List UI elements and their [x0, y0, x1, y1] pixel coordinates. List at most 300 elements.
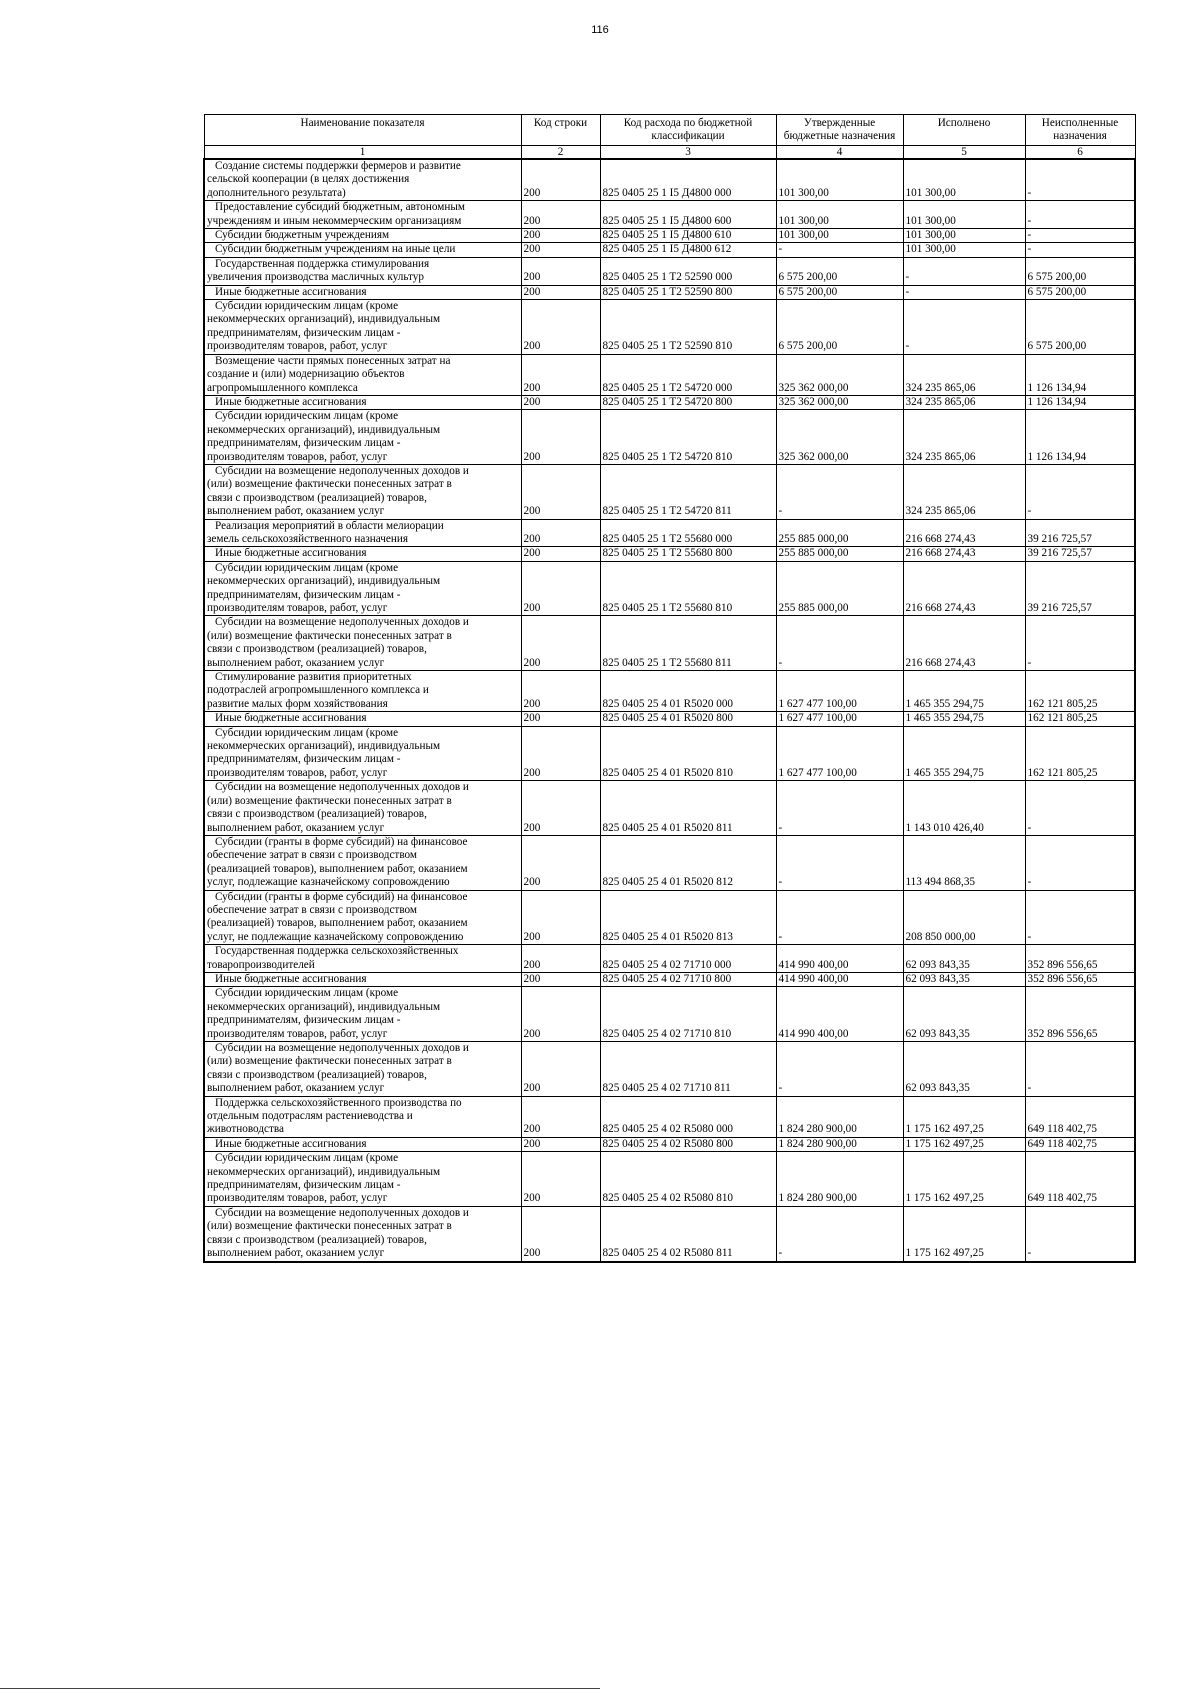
executed-amount-cell: 113 494 868,35: [903, 835, 1025, 890]
expense-code-cell: 825 0405 25 1 T2 55680 811: [600, 616, 776, 671]
table-row: [204, 1152, 1135, 1207]
header-unexecuted: Неисполненные назначения: [1025, 115, 1135, 146]
expense-code-cell: 825 0405 25 1 T2 52590 800: [600, 285, 776, 299]
indicator-name-cell: [204, 285, 521, 299]
executed-amount-cell: 208 850 000,00: [903, 890, 1025, 945]
table-row: [204, 300, 1135, 355]
approved-amount-cell: 1 627 477 100,00: [776, 712, 903, 726]
indicator-name-cell: [204, 201, 521, 229]
header-number: 3: [600, 146, 776, 160]
indicator-name-line: выполнением работ, оказанием услуг: [207, 1082, 385, 1095]
indicator-name-line: предпринимателям, физическим лицам -: [207, 1179, 401, 1192]
line-code-cell: 200: [521, 987, 600, 1042]
line-code-cell: 200: [521, 726, 600, 781]
unexecuted-amount-cell: 39 216 725,57: [1025, 519, 1135, 547]
approved-amount-cell: 1 824 280 900,00: [776, 1096, 903, 1137]
expense-code-cell: 825 0405 25 4 01 R5020 810: [600, 726, 776, 781]
header-expense-code: Код расхода по бюджетной классификации: [600, 115, 776, 146]
executed-amount-cell: -: [903, 285, 1025, 299]
executed-amount-cell: 62 093 843,35: [903, 972, 1025, 986]
expense-code-cell: 825 0405 25 4 02 R5080 800: [600, 1137, 776, 1151]
table-row: [204, 519, 1135, 547]
indicator-name-line: производителям товаров, работ, услуг: [207, 1027, 388, 1040]
bottom-divider: [0, 1688, 600, 1689]
table-row: [204, 1137, 1135, 1151]
budget-execution-table: [203, 114, 1136, 1263]
indicator-name-cell: [204, 835, 521, 890]
indicator-name-line: создание и (или) модернизацию объектов: [207, 368, 405, 381]
executed-amount-cell: 324 235 865,06: [903, 395, 1025, 409]
unexecuted-amount-cell: 1 126 134,94: [1025, 410, 1135, 465]
unexecuted-amount-cell: -: [1025, 616, 1135, 671]
indicator-name-cell: [204, 987, 521, 1042]
approved-amount-cell: 255 885 000,00: [776, 519, 903, 547]
unexecuted-amount-cell: 649 118 402,75: [1025, 1137, 1135, 1151]
indicator-name-line: товаропроизводителей: [207, 958, 315, 971]
indicator-name-line: некоммерческих организаций), индивидуальным: [207, 1165, 441, 1178]
indicator-name-line: производителям товаров, работ, услуг: [207, 1192, 388, 1205]
executed-amount-cell: 216 668 274,43: [903, 616, 1025, 671]
indicator-name-line: некоммерческих организаций), индивидуальным: [207, 575, 441, 588]
indicator-name-cell: [204, 726, 521, 781]
indicator-name-line: Субсидии юридическим лицам (кроме: [215, 300, 399, 313]
line-code-cell: 200: [521, 257, 600, 285]
approved-amount-cell: 101 300,00: [776, 229, 903, 243]
line-code-cell: 200: [521, 243, 600, 257]
table-row: [204, 354, 1135, 395]
line-code-cell: 200: [521, 547, 600, 561]
indicator-name-line: производителям товаров, работ, услуг: [207, 602, 388, 614]
header-number: 2: [521, 146, 600, 160]
indicator-name-line: Иные бюджетные ассигнования: [215, 285, 367, 298]
expense-code-cell: 825 0405 25 4 02 R5080 000: [600, 1096, 776, 1137]
line-code-cell: 200: [521, 835, 600, 890]
line-code-cell: 200: [521, 945, 600, 973]
indicator-name-line: (или) возмещение фактически понесенных затрат в: [207, 629, 452, 642]
unexecuted-amount-cell: 1 126 134,94: [1025, 354, 1135, 395]
indicator-name-cell: [204, 519, 521, 547]
executed-amount-cell: 1 465 355 294,75: [903, 726, 1025, 781]
table-row: [204, 712, 1135, 726]
unexecuted-amount-cell: -: [1025, 890, 1135, 945]
indicator-name-cell: [204, 1206, 521, 1261]
indicator-name-line: Субсидии юридическим лицам (кроме: [215, 561, 399, 574]
executed-amount-cell: 101 300,00: [903, 201, 1025, 229]
expense-code-cell: 825 0405 25 1 I5 Д4800 610: [600, 229, 776, 243]
table-row: [204, 243, 1135, 257]
table-row: [204, 616, 1135, 671]
indicator-name-cell: [204, 781, 521, 836]
indicator-name-line: Субсидии бюджетным учреждениям на иные цели: [215, 243, 456, 256]
approved-amount-cell: 6 575 200,00: [776, 257, 903, 285]
expense-code-cell: 825 0405 25 1 I5 Д4800 000: [600, 159, 776, 201]
approved-amount-cell: 255 885 000,00: [776, 547, 903, 561]
expense-code-cell: 825 0405 25 1 I5 Д4800 600: [600, 201, 776, 229]
expense-code-cell: 825 0405 25 1 I5 Д4800 612: [600, 243, 776, 257]
unexecuted-amount-cell: 39 216 725,57: [1025, 561, 1135, 616]
indicator-name-line: некоммерческих организаций), индивидуальным: [207, 313, 441, 326]
expense-code-cell: 825 0405 25 4 02 71710 810: [600, 987, 776, 1042]
indicator-name-line: (или) возмещение фактически понесенных затрат в: [207, 1220, 452, 1233]
indicator-name-line: Субсидии на возмещение недополученных доходов и: [215, 464, 469, 477]
line-code-cell: 200: [521, 410, 600, 465]
line-code-cell: 200: [521, 1206, 600, 1261]
line-code-cell: 200: [521, 464, 600, 519]
executed-amount-cell: 1 465 355 294,75: [903, 671, 1025, 712]
indicator-name-line: предпринимателям, физическим лицам -: [207, 588, 401, 601]
unexecuted-amount-cell: 162 121 805,25: [1025, 712, 1135, 726]
indicator-name-line: Субсидии на возмещение недополученных доходов и: [215, 616, 469, 629]
header-line-code: Код строки: [521, 115, 600, 146]
indicator-name-line: Государственная поддержка сельскохозяйственных: [215, 945, 459, 958]
unexecuted-amount-cell: -: [1025, 159, 1135, 201]
approved-amount-cell: 414 990 400,00: [776, 987, 903, 1042]
expense-code-cell: 825 0405 25 4 01 R5020 811: [600, 781, 776, 836]
line-code-cell: 200: [521, 616, 600, 671]
indicator-name-cell: [204, 395, 521, 409]
indicator-name-line: обеспечение затрат в связи с производством: [207, 849, 417, 862]
unexecuted-amount-cell: -: [1025, 1206, 1135, 1261]
indicator-name-cell: [204, 547, 521, 561]
indicator-name-line: связи с производством (реализацией) товаров,: [207, 1068, 427, 1081]
header-executed: Исполнено: [903, 115, 1025, 146]
indicator-name-line: выполнением работ, оказанием услуг: [207, 656, 385, 669]
expense-code-cell: 825 0405 25 1 T2 54720 810: [600, 410, 776, 465]
approved-amount-cell: -: [776, 890, 903, 945]
approved-amount-cell: 1 824 280 900,00: [776, 1152, 903, 1207]
line-code-cell: 200: [521, 712, 600, 726]
indicator-name-line: (реализацией) товаров, выполнением работ, оказанием: [207, 917, 468, 930]
unexecuted-amount-cell: 352 896 556,65: [1025, 945, 1135, 973]
table-row: [204, 1096, 1135, 1137]
expense-code-cell: 825 0405 25 1 T2 55680 810: [600, 561, 776, 616]
indicator-name-line: Субсидии (гранты в форме субсидий) на финансовое: [215, 890, 468, 903]
indicator-name-line: (или) возмещение фактически понесенных затрат в: [207, 794, 452, 807]
approved-amount-cell: -: [776, 835, 903, 890]
executed-amount-cell: 324 235 865,06: [903, 464, 1025, 519]
expense-code-cell: 825 0405 25 4 01 R5020 000: [600, 671, 776, 712]
indicator-name-line: Субсидии бюджетным учреждениям: [215, 229, 390, 242]
indicator-name-line: производителям товаров, работ, услуг: [207, 766, 388, 779]
indicator-name-cell: [204, 257, 521, 285]
expense-code-cell: 825 0405 25 1 T2 55680 000: [600, 519, 776, 547]
line-code-cell: 200: [521, 395, 600, 409]
unexecuted-amount-cell: -: [1025, 229, 1135, 243]
indicator-name-line: некоммерческих организаций), индивидуальным: [207, 423, 441, 436]
approved-amount-cell: 6 575 200,00: [776, 285, 903, 299]
expense-code-cell: 825 0405 25 4 02 71710 000: [600, 945, 776, 973]
indicator-name-cell: [204, 712, 521, 726]
unexecuted-amount-cell: 352 896 556,65: [1025, 987, 1135, 1042]
indicator-name-cell: [204, 243, 521, 257]
indicator-name-line: животноводства: [207, 1123, 284, 1136]
header-number: 1: [204, 146, 521, 160]
indicator-name-line: увеличения производства масличных культур: [207, 271, 424, 284]
indicator-name-line: Субсидии (гранты в форме субсидий) на финансовое: [215, 835, 468, 848]
indicator-name-line: Субсидии на возмещение недополученных доходов и: [215, 781, 469, 794]
indicator-name-line: производителям товаров, работ, услуг: [207, 450, 388, 463]
indicator-name-cell: [204, 1137, 521, 1151]
indicator-name-line: агропромышленного комплекса: [207, 381, 358, 394]
indicator-name-line: сельской кооперации (в целях достижения: [207, 173, 410, 186]
expense-code-cell: 825 0405 25 4 02 71710 800: [600, 972, 776, 986]
approved-amount-cell: -: [776, 616, 903, 671]
expense-code-cell: 825 0405 25 1 T2 54720 811: [600, 464, 776, 519]
indicator-name-cell: [204, 1042, 521, 1097]
indicator-name-line: Субсидии юридическим лицам (кроме: [215, 987, 399, 1000]
indicator-name-line: выполнением работ, оказанием услуг: [207, 505, 385, 518]
expense-code-cell: 825 0405 25 4 01 R5020 800: [600, 712, 776, 726]
executed-amount-cell: 1 175 162 497,25: [903, 1206, 1025, 1261]
approved-amount-cell: -: [776, 243, 903, 257]
executed-amount-cell: 62 093 843,35: [903, 987, 1025, 1042]
indicator-name-line: некоммерческих организаций), индивидуальным: [207, 740, 441, 753]
line-code-cell: 200: [521, 781, 600, 836]
table-row: [204, 159, 1135, 201]
table-row: [204, 781, 1135, 836]
approved-amount-cell: 414 990 400,00: [776, 945, 903, 973]
indicator-name-cell: [204, 890, 521, 945]
indicator-name-line: Создание системы поддержки фермеров и развитие: [215, 160, 461, 172]
indicator-name-line: Реализация мероприятий в области мелиорации: [215, 519, 444, 532]
unexecuted-amount-cell: 649 118 402,75: [1025, 1096, 1135, 1137]
unexecuted-amount-cell: 352 896 556,65: [1025, 972, 1135, 986]
indicator-name-line: Субсидии на возмещение недополученных доходов и: [215, 1206, 469, 1219]
executed-amount-cell: 216 668 274,43: [903, 519, 1025, 547]
table-row: [204, 671, 1135, 712]
executed-amount-cell: 1 175 162 497,25: [903, 1137, 1025, 1151]
approved-amount-cell: 6 575 200,00: [776, 300, 903, 355]
line-code-cell: 200: [521, 300, 600, 355]
executed-amount-cell: 324 235 865,06: [903, 354, 1025, 395]
table-row: [204, 726, 1135, 781]
approved-amount-cell: 101 300,00: [776, 159, 903, 201]
expense-code-cell: 825 0405 25 4 01 R5020 812: [600, 835, 776, 890]
indicator-name-line: (реализацией товаров), выполнением работ, оказанием: [207, 862, 468, 875]
approved-amount-cell: 325 362 000,00: [776, 354, 903, 395]
executed-amount-cell: 1 175 162 497,25: [903, 1096, 1025, 1137]
unexecuted-amount-cell: 39 216 725,57: [1025, 547, 1135, 561]
indicator-name-line: связи с производством (реализацией) товаров,: [207, 643, 427, 656]
indicator-name-line: связи с производством (реализацией) товаров,: [207, 808, 427, 821]
expense-code-cell: 825 0405 25 1 T2 54720 000: [600, 354, 776, 395]
indicator-name-line: связи с производством (реализацией) товаров,: [207, 491, 427, 504]
executed-amount-cell: 324 235 865,06: [903, 410, 1025, 465]
table-row: [204, 229, 1135, 243]
indicator-name-cell: [204, 972, 521, 986]
expense-code-cell: 825 0405 25 1 T2 52590 000: [600, 257, 776, 285]
line-code-cell: 200: [521, 1137, 600, 1151]
indicator-name-line: (или) возмещение фактически понесенных затрат в: [207, 478, 452, 491]
approved-amount-cell: -: [776, 1206, 903, 1261]
indicator-name-line: Субсидии юридическим лицам (кроме: [215, 410, 399, 423]
executed-amount-cell: 216 668 274,43: [903, 547, 1025, 561]
executed-amount-cell: 62 093 843,35: [903, 945, 1025, 973]
indicator-name-line: предпринимателям, физическим лицам -: [207, 753, 401, 766]
header-approved: Утвержденные бюджетные назначения: [776, 115, 903, 146]
line-code-cell: 200: [521, 519, 600, 547]
indicator-name-line: Иные бюджетные ассигнования: [215, 972, 367, 985]
table-row: [204, 410, 1135, 465]
table-row: [204, 395, 1135, 409]
header-row: [204, 115, 1135, 146]
table-row: [204, 945, 1135, 973]
unexecuted-amount-cell: -: [1025, 464, 1135, 519]
executed-amount-cell: 1 465 355 294,75: [903, 712, 1025, 726]
table-row: [204, 285, 1135, 299]
expense-code-cell: 825 0405 25 4 02 71710 811: [600, 1042, 776, 1097]
line-code-cell: 200: [521, 1152, 600, 1207]
executed-amount-cell: 1 143 010 426,40: [903, 781, 1025, 836]
table-row: [204, 561, 1135, 616]
indicator-name-cell: [204, 561, 521, 616]
unexecuted-amount-cell: 6 575 200,00: [1025, 285, 1135, 299]
indicator-name-line: Иные бюджетные ассигнования: [215, 547, 367, 560]
indicator-name-line: Иные бюджетные ассигнования: [215, 712, 367, 725]
executed-amount-cell: 101 300,00: [903, 229, 1025, 243]
approved-amount-cell: 1 824 280 900,00: [776, 1137, 903, 1151]
table-row: [204, 257, 1135, 285]
header-number: 5: [903, 146, 1025, 160]
expense-code-cell: 825 0405 25 1 T2 55680 800: [600, 547, 776, 561]
expense-code-cell: 825 0405 25 1 T2 54720 800: [600, 395, 776, 409]
executed-amount-cell: -: [903, 300, 1025, 355]
indicator-name-line: Поддержка сельскохозяйственного производства по: [215, 1096, 462, 1109]
unexecuted-amount-cell: -: [1025, 1042, 1135, 1097]
line-code-cell: 200: [521, 201, 600, 229]
approved-amount-cell: 1 627 477 100,00: [776, 671, 903, 712]
approved-amount-cell: -: [776, 781, 903, 836]
header-number: 6: [1025, 146, 1135, 160]
indicator-name-line: выполнением работ, оказанием услуг: [207, 1247, 385, 1260]
unexecuted-amount-cell: 1 126 134,94: [1025, 395, 1135, 409]
table-row: [204, 1042, 1135, 1097]
table-row: [204, 547, 1135, 561]
indicator-name-line: выполнением работ, оказанием услуг: [207, 821, 385, 834]
table-row: [204, 464, 1135, 519]
indicator-name-cell: [204, 354, 521, 395]
approved-amount-cell: 414 990 400,00: [776, 972, 903, 986]
line-code-cell: 200: [521, 1042, 600, 1097]
indicator-name-line: Иные бюджетные ассигнования: [215, 395, 367, 408]
indicator-name-cell: [204, 464, 521, 519]
line-code-cell: 200: [521, 285, 600, 299]
indicator-name-line: Предоставление субсидий бюджетным, автономным: [215, 201, 465, 214]
approved-amount-cell: 325 362 000,00: [776, 395, 903, 409]
indicator-name-cell: [204, 945, 521, 973]
table-row: [204, 987, 1135, 1042]
line-code-cell: 200: [521, 159, 600, 201]
indicator-name-cell: [204, 159, 521, 201]
indicator-name-line: подотраслей агропромышленного комплекса и: [207, 684, 429, 697]
line-code-cell: 200: [521, 671, 600, 712]
header-number: 4: [776, 146, 903, 160]
line-code-cell: 200: [521, 972, 600, 986]
indicator-name-line: Иные бюджетные ассигнования: [215, 1137, 367, 1150]
unexecuted-amount-cell: 6 575 200,00: [1025, 257, 1135, 285]
indicator-name-line: предпринимателям, физическим лицам -: [207, 326, 401, 339]
line-code-cell: 200: [521, 1096, 600, 1137]
indicator-name-cell: [204, 671, 521, 712]
indicator-name-line: предпринимателям, физическим лицам -: [207, 437, 401, 450]
executed-amount-cell: 101 300,00: [903, 159, 1025, 201]
unexecuted-amount-cell: -: [1025, 835, 1135, 890]
indicator-name-line: связи с производством (реализацией) товаров,: [207, 1233, 427, 1246]
expense-code-cell: 825 0405 25 4 02 R5080 810: [600, 1152, 776, 1207]
table-row: [204, 890, 1135, 945]
approved-amount-cell: -: [776, 464, 903, 519]
expense-code-cell: 825 0405 25 4 02 R5080 811: [600, 1206, 776, 1261]
expense-code-cell: 825 0405 25 4 01 R5020 813: [600, 890, 776, 945]
header-name: Наименование показателя: [204, 115, 521, 146]
table-row: [204, 835, 1135, 890]
indicator-name-line: услуг, не подлежащие казначейскому сопровождению: [207, 930, 464, 943]
unexecuted-amount-cell: -: [1025, 243, 1135, 257]
indicator-name-line: Субсидии юридическим лицам (кроме: [215, 1152, 399, 1165]
executed-amount-cell: 62 093 843,35: [903, 1042, 1025, 1097]
unexecuted-amount-cell: -: [1025, 201, 1135, 229]
unexecuted-amount-cell: 6 575 200,00: [1025, 300, 1135, 355]
line-code-cell: 200: [521, 561, 600, 616]
approved-amount-cell: 1 627 477 100,00: [776, 726, 903, 781]
indicator-name-line: производителям товаров, работ, услуг: [207, 340, 388, 353]
indicator-name-cell: [204, 410, 521, 465]
indicator-name-cell: [204, 1096, 521, 1137]
indicator-name-line: отдельным подотраслям растениеводства и: [207, 1110, 413, 1123]
indicator-name-line: услуг, подлежащие казначейскому сопровождению: [207, 876, 450, 889]
approved-amount-cell: -: [776, 1042, 903, 1097]
indicator-name-cell: [204, 1152, 521, 1207]
indicator-name-line: (или) возмещение фактически понесенных затрат в: [207, 1055, 452, 1068]
line-code-cell: 200: [521, 229, 600, 243]
table-row: [204, 972, 1135, 986]
unexecuted-amount-cell: 162 121 805,25: [1025, 671, 1135, 712]
expense-code-cell: 825 0405 25 1 T2 52590 810: [600, 300, 776, 355]
indicator-name-line: дополнительного результата): [207, 186, 346, 199]
indicator-name-line: Стимулирование развития приоритетных: [215, 671, 412, 684]
line-code-cell: 200: [521, 890, 600, 945]
executed-amount-cell: 101 300,00: [903, 243, 1025, 257]
unexecuted-amount-cell: 162 121 805,25: [1025, 726, 1135, 781]
header-number-row: [204, 146, 1135, 160]
executed-amount-cell: 1 175 162 497,25: [903, 1152, 1025, 1207]
approved-amount-cell: 255 885 000,00: [776, 561, 903, 616]
indicator-name-line: предпринимателям, физическим лицам -: [207, 1014, 401, 1027]
indicator-name-cell: [204, 616, 521, 671]
approved-amount-cell: 101 300,00: [776, 201, 903, 229]
unexecuted-amount-cell: 649 118 402,75: [1025, 1152, 1135, 1207]
executed-amount-cell: -: [903, 257, 1025, 285]
indicator-name-line: учреждениям и иным некоммерческим организациям: [207, 214, 462, 227]
table-row: [204, 1206, 1135, 1261]
indicator-name-cell: [204, 229, 521, 243]
line-code-cell: 200: [521, 354, 600, 395]
indicator-name-line: Субсидии на возмещение недополученных доходов и: [215, 1042, 469, 1054]
table-row: [204, 201, 1135, 229]
indicator-name-line: Возмещение части прямых понесенных затрат на: [215, 354, 451, 367]
unexecuted-amount-cell: -: [1025, 781, 1135, 836]
indicator-name-line: развитие малых форм хозяйствования: [207, 697, 388, 710]
indicator-name-line: Субсидии юридическим лицам (кроме: [215, 726, 399, 739]
indicator-name-line: некоммерческих организаций), индивидуальным: [207, 1000, 441, 1013]
indicator-name-line: обеспечение затрат в связи с производством: [207, 903, 417, 916]
executed-amount-cell: 216 668 274,43: [903, 561, 1025, 616]
indicator-name-line: Государственная поддержка стимулирования: [215, 257, 430, 270]
indicator-name-line: земель сельскохозяйственного назначения: [207, 532, 409, 545]
page-number: 116: [591, 24, 609, 36]
indicator-name-cell: [204, 300, 521, 355]
approved-amount-cell: 325 362 000,00: [776, 410, 903, 465]
